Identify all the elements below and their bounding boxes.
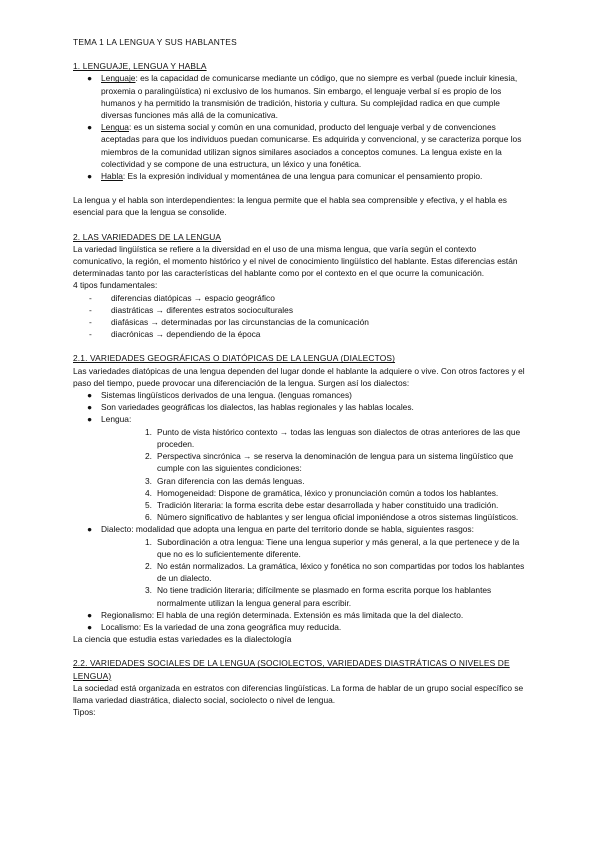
numbered-item: 6. Número significativo de hablantes y ser lengua oficial imponiéndose a otros sistemas lingüísticos. <box>145 512 519 523</box>
section-1-paragraph: La lengua y el habla son interdependientes: la lengua permite que el habla sea comprensible y efectiva, y el habla es esencial para que la lengua se consolide. <box>73 195 507 218</box>
list-item <box>73 121 528 170</box>
section-2-paragraph: La variedad lingüística se refiere a la diversidad en el uso de una misma lengua, que varía según el contexto comunicativo, la región, el momento histórico y el nivel de conocimiento lingüístico del hablante. Estas diferencias están determinadas tanto por las características del hablante como por el contexto en el que ocurre la comunicación. <box>73 243 518 279</box>
section-2-1-list <box>73 389 528 633</box>
section-1-heading: 1. LENGUAJE, LENGUA Y HABLA <box>73 61 207 72</box>
document-title: TEMA 1 LA LENGUA Y SUS HABLANTES <box>73 37 237 47</box>
numbered-item: 2. No están normalizados. La gramática, léxico y fonética no son compartidas por todos los hablantes de un dialecto. <box>145 560 525 584</box>
section-2-2-paragraph: La sociedad está organizada en estratos con diferencias lingüísticas. La forma de hablar de un grupo social específico se llama variedad diastrática, dialecto social, sociolecto o nivel de lengua. <box>73 682 524 705</box>
item-text: Regionalismo: El habla de una región determinada. Extensión es más limitada que la del dialecto. <box>101 609 464 620</box>
item-text: Son variedades geográficas los dialectos, las hablas regionales y las hablas locales. <box>101 402 414 413</box>
numbered-item: 5. Tradición literaria: la forma escrita debe estar desarrollada y haber constituido una tradición. <box>145 499 499 510</box>
list-item <box>73 413 528 523</box>
bullet-icon: ● <box>87 402 93 413</box>
list-item <box>73 292 528 304</box>
bullet-icon: ● <box>87 171 93 182</box>
list-item <box>73 72 528 121</box>
section-2-heading: 2. LAS VARIEDADES DE LA LENGUA <box>73 231 222 242</box>
list-item <box>73 389 528 401</box>
bullet-icon: ● <box>87 609 93 620</box>
tipos-label: Tipos: <box>73 707 96 718</box>
list-item <box>73 316 528 328</box>
dialecto-numbered-list <box>101 536 528 609</box>
type-text: diferencias diatópicas → espacio geográfico <box>111 292 275 303</box>
definition-text: : es un sistema social y común en una comunidad, producto del lenguaje verbal y de convenciones aceptadas para que los individuos puedan comunicarse. Es adquirida y convencional, y se caracteriza porque los miembros de la comunidad utilizan signos similares asociados a conceptos comunes. La lengua existe en la colectividad y se compone de una estructura, un léxico y una fonética. <box>101 122 522 169</box>
list-item <box>73 621 528 633</box>
dash-icon: - <box>89 304 92 315</box>
list-item <box>73 523 528 608</box>
list-item <box>73 170 528 182</box>
bullet-icon: ● <box>87 122 93 133</box>
numbered-item: 4. Homogeneidad: Dispone de gramática, léxico y pronunciación común a todos los hablantes. <box>145 487 499 498</box>
numbered-item: 2. Perspectiva sincrónica → se reserva la denominación de lengua para un sistema lingüístico que cumple con las siguientes condiciones: <box>145 451 514 474</box>
bullet-icon: ● <box>87 621 93 632</box>
bullet-icon: ● <box>87 73 93 84</box>
dash-icon: - <box>89 317 92 328</box>
section-2-2-heading: 2.2. VARIEDADES SOCIALES DE LA LENGUA (SOCIOLECTOS, VARIEDADES DIASTRÁTICAS O NIVELES DE LENGUA) <box>73 658 510 681</box>
term-habla: Habla <box>101 171 123 182</box>
numbered-item: 1. Punto de vista histórico contexto → todas las lenguas son dialectos de otras anteriores de las que proceden. <box>145 426 521 449</box>
numbered-item: 1. Subordinación a otra lengua: Tiene una lengua superior y más general, a la que pertenece y de la que no es lo suficientemente diferente. <box>145 536 520 559</box>
item-text: Localismo: Es la variedad de una zona geográfica muy reducida. <box>101 621 342 632</box>
numbered-item: 3. No tiene tradición literaria; difícilmente se plasmado en forma escrita porque los hablantes normalmente utilizan la lengua general para escribir. <box>145 585 492 608</box>
list-item <box>73 328 528 340</box>
dash-icon: - <box>89 292 92 303</box>
type-text: diacrónicas → dependiendo de la época <box>111 329 261 340</box>
dialecto-label: Dialecto: modalidad que adopta una lengua en parte del territorio donde se habla, siguientes rasgos: <box>101 524 474 535</box>
section-2-1-closing: La ciencia que estudia estas variedades es la dialectología <box>73 634 292 645</box>
term-lenguaje: Lenguaje <box>101 73 136 84</box>
types-label: 4 tipos fundamentales: <box>73 280 158 291</box>
type-text: diafásicas → determinadas por las circunstancias de la comunicación <box>111 317 369 328</box>
lengua-numbered-list <box>101 426 528 524</box>
lengua-label: Lengua: <box>101 414 132 425</box>
bullet-icon: ● <box>87 414 93 425</box>
list-item <box>73 609 528 621</box>
dash-icon: - <box>89 329 92 340</box>
list-item <box>73 304 528 316</box>
type-text: diastráticas → diferentes estratos socioculturales <box>111 304 294 315</box>
numbered-item: 3. Gran diferencia con las demás lenguas. <box>145 475 305 486</box>
bullet-icon: ● <box>87 390 93 401</box>
term-lengua: Lengua <box>101 122 129 133</box>
list-item <box>73 401 528 413</box>
section-2-1-heading: 2.1. VARIEDADES GEOGRÁFICAS O DIATÓPICAS DE LA LENGUA (DIALECTOS) <box>73 353 396 364</box>
section-2-1-paragraph: Las variedades diatópicas de una lengua dependen del lugar donde el hablante la adquiere o vive. Con otros factores y el paso del tiempo, puede provocar una diferenciación de la lengua. Surgen así los dialectos: <box>73 365 525 388</box>
document-page <box>73 36 528 718</box>
definition-text: : Es la expresión individual y momentánea de una lengua para comunicar el pensamiento propio. <box>122 171 483 182</box>
types-list <box>73 292 528 341</box>
definition-text: : es la capacidad de comunicarse mediante un código, que no siempre es verbal (puede incluir kinesia, proxemia o paralingüística) ni exclusivo de los humanos. Sin embargo, el lenguaje verbal sí es propio de los humanos y ha permitido la transmisión de tradición, historia y cultura. Su complejidad radica en que cumple diversas funciones más allá de la comunicativa. <box>101 73 518 121</box>
section-1-list <box>73 72 528 182</box>
item-text: Sistemas lingüísticos derivados de una lengua. (lenguas romances) <box>101 390 352 401</box>
bullet-icon: ● <box>87 524 93 535</box>
